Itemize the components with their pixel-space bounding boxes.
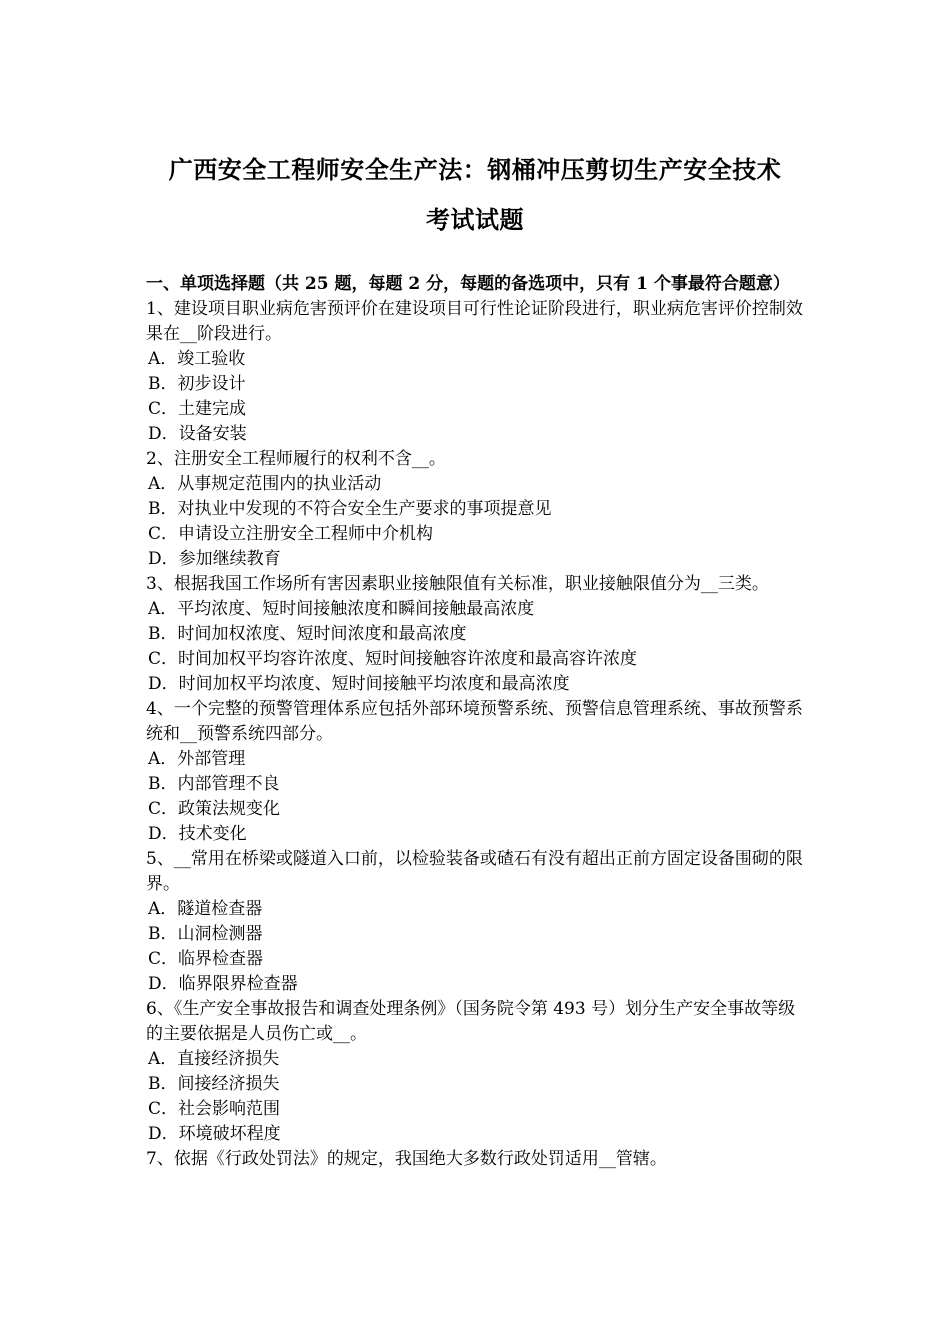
document-title-line-1: 广西安全工程师安全生产法：钢桶冲压剪切生产安全技术 — [168, 155, 782, 184]
option-d: D．技术变化 — [148, 824, 247, 844]
option-c: C．申请设立注册安全工程师中介机构 — [148, 524, 434, 544]
document-body — [146, 272, 810, 1172]
option-d: D．设备安装 — [148, 424, 247, 444]
option-a: A．直接经济损失 — [148, 1049, 280, 1069]
option-b: B．山洞检测器 — [148, 924, 263, 944]
question-4 — [146, 697, 810, 847]
section-heading: 一、单项选择题（共 25 题，每题 2 分，每题的备选项中，只有 1 个事最符合题意） — [146, 274, 790, 294]
option-a: A．平均浓度、短时间接触浓度和瞬间接触最高浓度 — [148, 599, 535, 619]
question-text: 5、__常用在桥梁或隧道入口前，以检验装备或碴石有没有超出正前方固定设备围砌的限界。 — [146, 849, 803, 894]
option-c: C．土建完成 — [148, 399, 247, 419]
question-7 — [146, 1147, 810, 1172]
option-c: C．临界检查器 — [148, 949, 264, 969]
option-c: C．政策法规变化 — [148, 799, 281, 819]
option-d: D．时间加权平均浓度、短时间接触平均浓度和最高浓度 — [148, 674, 570, 694]
question-1 — [146, 297, 810, 447]
option-a: A．隧道检查器 — [148, 899, 263, 919]
option-d: D．环境破坏程度 — [148, 1124, 281, 1144]
question-text: 2、注册安全工程师履行的权利不含__。 — [146, 449, 446, 469]
option-b: B．内部管理不良 — [148, 774, 280, 794]
option-b: B．初步设计 — [148, 374, 246, 394]
option-a: A．竣工验收 — [148, 349, 246, 369]
option-c: C．社会影响范围 — [148, 1099, 281, 1119]
option-b: B．时间加权浓度、短时间浓度和最高浓度 — [148, 624, 467, 644]
option-b: B．间接经济损失 — [148, 1074, 280, 1094]
question-text: 6、《生产安全事故报告和调查处理条例》（国务院令第 493 号）划分生产安全事故等级的主要依据是人员伤亡或__。 — [146, 999, 796, 1044]
question-6 — [146, 997, 810, 1147]
option-d: D．参加继续教育 — [148, 549, 281, 569]
question-text: 7、依据《行政处罚法》的规定，我国绝大多数行政处罚适用__管辖。 — [146, 1149, 667, 1169]
question-2 — [146, 447, 810, 572]
option-b: B．对执业中发现的不符合安全生产要求的事项提意见 — [148, 499, 552, 519]
option-a: A．外部管理 — [148, 749, 246, 769]
question-5 — [146, 847, 810, 997]
option-c: C．时间加权平均容许浓度、短时间接触容许浓度和最高容许浓度 — [148, 649, 638, 669]
question-text: 1、建设项目职业病危害预评价在建设项目可行性论证阶段进行，职业病危害评价控制效果在__阶段进行。 — [146, 299, 803, 344]
question-text: 4、一个完整的预警管理体系应包括外部环境预警系统、预警信息管理系统、事故预警系统和__预警系统四部分。 — [146, 699, 803, 744]
option-d: D．临界限界检查器 — [148, 974, 298, 994]
option-a: A．从事规定范围内的执业活动 — [148, 474, 382, 494]
document-title-line-2: 考试试题 — [426, 205, 524, 234]
question-text: 3、根据我国工作场所有害因素职业接触限值有关标准，职业接触限值分为__三类。 — [146, 574, 769, 594]
question-3 — [146, 572, 810, 697]
